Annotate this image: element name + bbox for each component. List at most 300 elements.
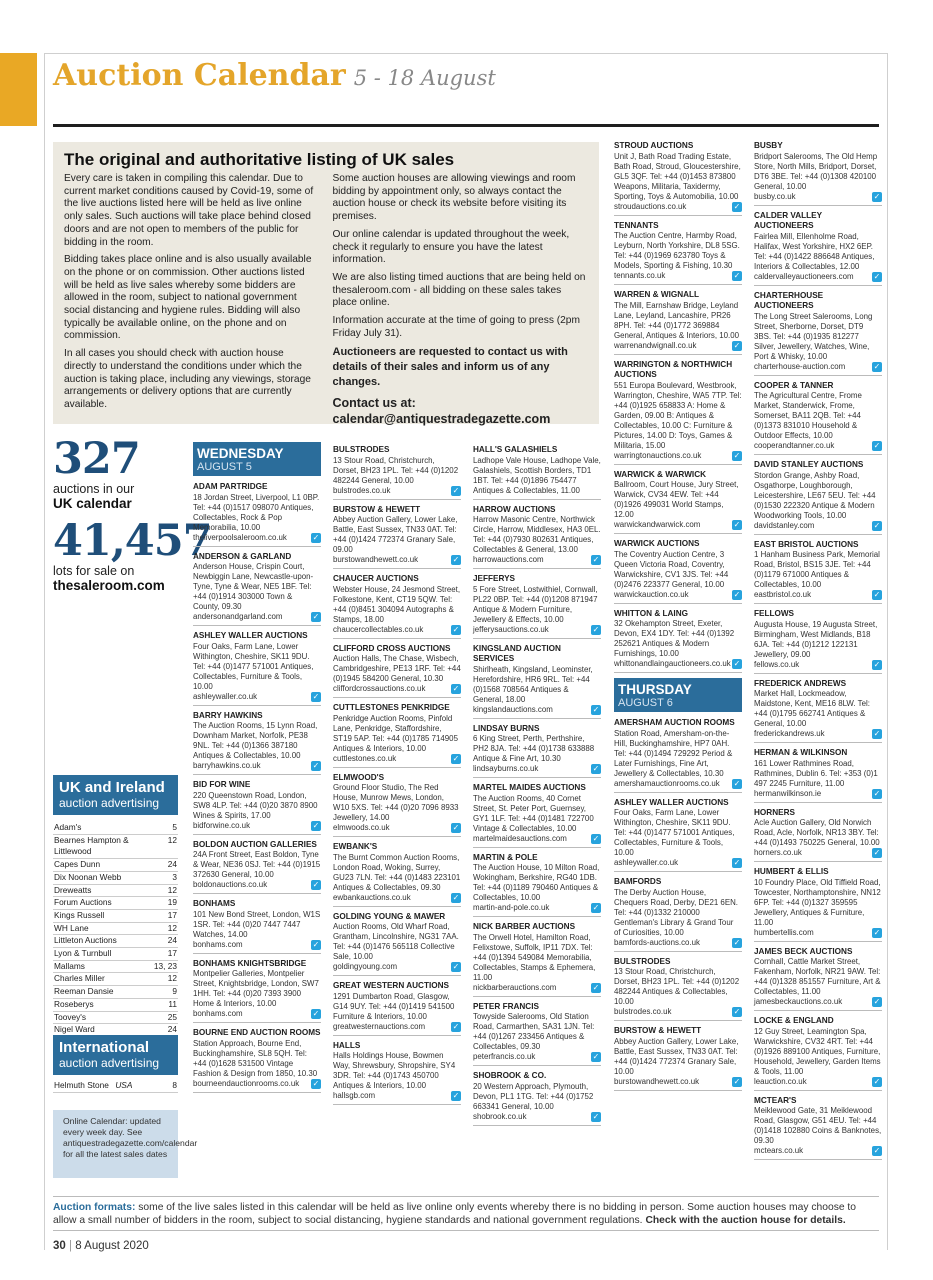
auction-website-link[interactable]: burstowandhewett.co.uk [614, 1076, 700, 1086]
auction-entry [193, 631, 321, 706]
auction-website-link[interactable]: hermanwilkinson.ie [754, 788, 822, 798]
auction-website-link[interactable]: caldervalleyauctioneers.com [754, 271, 854, 281]
advertiser-row[interactable] [53, 923, 178, 936]
online-bidding-icon: ✓ [312, 820, 320, 830]
auction-entry [754, 540, 882, 605]
advertiser-name: Nigel Ward [54, 1024, 95, 1035]
auction-house-name: CHARTERHOUSE AUCTIONEERS [754, 290, 824, 310]
auction-details: Bridport Salerooms, The Old Hemp Store, North Mills, Bridport, Dorset, DT6 3BE. Tel: +44 (0)1308 420100 General, 10.00 [754, 151, 878, 191]
auction-entry [754, 679, 882, 744]
auction-details: 18 Jordan Street, Liverpool, L1 0BP. Tel: +44 (0)1517 098070 Antiques, Collectables, Rock & Pop Memorabilia, 10.00 [193, 492, 320, 532]
auction-house-name: STROUD AUCTIONS [614, 141, 694, 150]
advertiser-name: Kings Russell [54, 909, 105, 920]
auction-website-link[interactable]: harrowauctions.com [473, 555, 544, 564]
auction-house-name: DAVID STANLEY AUCTIONS [754, 460, 864, 469]
auction-entry [754, 460, 882, 535]
advertiser-page: 24 [167, 859, 177, 870]
online-bidding-icon: ✓ [592, 764, 600, 773]
auction-details: The Auction House, 10 Milton Road, Wokingham, Berkshire, RG40 1DB. Tel: +44 (0)1189 790460 Antiques & Collectables, 10.00 [473, 863, 600, 902]
intro-request: Auctioneers are requested to contact us with details of their sales and inform us of any changes. [332, 346, 568, 389]
auction-house-name: LINDSAY BURNS [473, 723, 540, 733]
auction-house-name: COOPER & TANNER [754, 380, 834, 390]
auction-website-link[interactable]: mctears.co.uk [754, 1146, 804, 1155]
auction-details: Ladhope Vale House, Ladhope Vale, Galashiels, Scottish Borders, TD1 1BT. Tel: +44 (0)1896 754477 Antiques & Collectables, 11.00 [473, 455, 601, 495]
online-bidding-icon: ✓ [312, 532, 320, 542]
auction-website-link[interactable]: bonhams.com [193, 939, 243, 949]
auction-entry [754, 808, 882, 863]
online-bidding-icon: ✓ [733, 450, 741, 460]
advertiser-name: Lyon & Turnbull [54, 948, 112, 959]
auction-house-name: MARTEL MAIDES AUCTIONS [473, 783, 586, 792]
auction-details: Market Hall, Lockmeadow, Maidstone, Kent, ME16 8LW. Tel: +44 (0)1795 662741 Antiques & General, 10.00 [754, 689, 870, 728]
online-bidding-icon: ✓ [452, 1091, 460, 1100]
auction-website-link[interactable]: whittonandlaingauctioneers.co.uk [614, 659, 731, 668]
auction-entry [473, 445, 601, 500]
auction-details: Montpelier Galleries, Montpelier Street, Knightsbridge, London, SW7 1HH. Tel: +44 (0)20 7393 3900 Home & Interiors, 10.00 [193, 969, 319, 1008]
auction-details: 12 Guy Street, Leamington Spa, Warwickshire, CV32 4RT. Tel: +44 (0)1926 889100 Antiques, Furniture, Household, Jewellery, Garden Items & Tools, 11.00 [754, 1026, 881, 1076]
formats-end: Check with the auction house for details. [645, 1215, 846, 1226]
auction-website-link[interactable]: davidstanley.com [754, 520, 815, 530]
advertiser-page: 11 [168, 998, 177, 1009]
auction-website-link[interactable]: martelmaidesauctions.com [473, 833, 567, 843]
auction-website-link[interactable]: cliffordcrossauctions.co.uk [333, 684, 426, 693]
online-bidding-icon: ✓ [733, 659, 741, 668]
auction-entry [473, 853, 601, 918]
section-tab [0, 53, 37, 126]
auction-entry [193, 840, 321, 895]
auction-entry [473, 922, 601, 997]
date-range: 5 - 18 August [353, 66, 496, 90]
online-bidding-icon: ✓ [452, 555, 460, 564]
online-bidding-icon: ✓ [873, 590, 881, 599]
auction-website-link[interactable]: bulstrodes.co.uk [614, 1007, 672, 1016]
column-3 [473, 445, 601, 1131]
online-bidding-icon: ✓ [873, 927, 881, 937]
online-bidding-icon: ✓ [733, 858, 741, 867]
auction-entry [473, 574, 601, 639]
auction-details: 20 Western Approach, Plymouth, Devon, PL1 1TG. Tel: +44 (0)1752 663341 General, 10.00 [473, 1081, 594, 1111]
auction-website-link[interactable]: nickbarberauctions.com [473, 982, 557, 992]
auction-details: Unit J, Bath Road Trading Estate, Bath Road, Stroud, Gloucestershire, GL5 3QF. Tel: +44 (0)1453 873800 Weapons, Militaria, Taxidermy, Sporting, Toys & Automobilia, 10.00 [614, 151, 741, 201]
auction-house-name: WARRINGTON & NORTHWICH AUCTIONS [614, 359, 733, 379]
auction-website-link[interactable]: ashleywaller.co.uk [193, 691, 258, 701]
online-bidding-icon: ✓ [873, 788, 881, 798]
auction-entry [473, 1071, 601, 1126]
auction-details: 24A Front Street, East Boldon, Tyne & Wear, NE36 0SJ. Tel: +44 (0)1915 372630 General, 10.00 [193, 850, 321, 879]
auction-entry [614, 141, 742, 216]
auction-website-link[interactable]: hallsgb.com [333, 1091, 376, 1100]
auction-website-link[interactable]: jefferysauctions.co.uk [473, 624, 549, 634]
auction-entry [193, 1028, 321, 1093]
auction-website-link[interactable]: warringtonauctions.co.uk [614, 450, 702, 460]
auction-details: Ground Floor Studio, The Red House, Munrow Mews, London, W10 5XS. Tel: +44 (0)20 7096 8933 Jewellery, 14.00 [333, 783, 459, 822]
auction-website-link[interactable]: fellows.co.uk [754, 659, 800, 669]
auction-entry [193, 711, 321, 776]
auction-entry [614, 539, 742, 604]
auction-details: 6 King Street, Perth, Perthshire, PH2 8JA. Tel: +44 (0)1738 633888 Antique & Fine Art, 10.30 [473, 734, 595, 763]
auction-entry [333, 912, 461, 977]
international-advertising-header: International auction advertising [53, 1035, 178, 1075]
auction-website-link[interactable]: chaucercollectables.co.uk [333, 624, 424, 634]
auction-website-link[interactable]: barryhawkins.co.uk [193, 761, 261, 770]
online-bidding-icon: ✓ [873, 441, 881, 450]
online-bidding-icon: ✓ [452, 823, 460, 832]
column-4 [614, 141, 742, 1096]
auction-house-name: MARTIN & POLE [473, 852, 538, 862]
auction-website-link[interactable]: lindsayburns.co.uk [473, 764, 539, 773]
auction-website-link[interactable]: goldingyoung.com [333, 962, 398, 971]
advertiser-name: WH Lane [54, 922, 89, 933]
online-bidding-icon: ✓ [312, 691, 320, 701]
auction-details: 101 New Bond Street, London, W1S 1SR. Tel: +44 (0)20 7447 7447 Watches, 14.00 [193, 909, 321, 939]
auction-entry [754, 947, 882, 1012]
auction-entry [754, 381, 882, 456]
auction-entry [473, 1002, 601, 1067]
auction-entry [754, 211, 882, 286]
auction-website-link[interactable]: horners.co.uk [754, 848, 802, 857]
auction-details: Station Approach, Bourne End, Buckinghamshire, SL8 5QH. Tel: +44 (0)1628 531500 Vintage Fashion & Design from 1850, 10.30 [193, 1038, 318, 1078]
advertiser-name: Mallams [54, 960, 85, 971]
intro-paragraph: Information accurate at the time of going to press (2pm Friday July 31). [332, 315, 580, 339]
auction-website-link[interactable]: shobrook.co.uk [473, 1111, 527, 1121]
auction-house-name: BOLDON AUCTION GALLERIES [193, 839, 317, 849]
auction-details: Webster House, 24 Jesmond Street, Folkestone, Kent, CT19 5QW. Tel: +44 (0)8451 304094 Autographs & Stamps, 18.00 [333, 584, 461, 624]
auction-house-name: BARRY HAWKINS [193, 710, 263, 720]
online-bidding-icon: ✓ [733, 1076, 741, 1086]
online-bidding-icon: ✓ [312, 1078, 320, 1088]
online-bidding-icon: ✓ [592, 624, 600, 634]
auction-entry [333, 981, 461, 1036]
auction-entry [193, 482, 321, 547]
auction-entry [473, 644, 601, 719]
advertiser-page: 12 [167, 922, 177, 933]
advertiser-name: Littleton Auctions [54, 935, 117, 946]
auction-details: The Auction Rooms, 15 Lynn Road, Downham Market, Norfolk, PE38 9NL. Tel: +44 (0)1366 387180 Antiques & Collectables, 10.00 [193, 721, 318, 760]
online-bidding-icon: ✓ [873, 191, 881, 201]
online-bidding-icon: ✓ [733, 340, 741, 350]
auction-details: 551 Europa Boulevard, Westbrook, Warrington, Cheshire, WA5 7TP. Tel: +44 (0)1925 658833 A: Home & Garden, 09.00 B: Antiques & Collectables, 10.00 C: Furniture & Pictures, 14.00 D: Toys, Games & Militaria, 15.00 [614, 380, 742, 450]
online-bidding-icon: ✓ [733, 271, 741, 280]
auction-website-link[interactable]: leauction.co.uk [754, 1076, 807, 1086]
auction-entry [754, 867, 882, 942]
auction-entry [754, 1096, 882, 1161]
auction-count: 327 [53, 434, 140, 484]
auction-house-name: CHAUCER AUCTIONS [333, 574, 419, 583]
advertiser-page: 25 [167, 1011, 177, 1022]
auction-details: Towyside Salerooms, Old Station Road, Carmarthen, SA31 1JN. Tel: +44 (0)1267 233456 Antiques & Collectables, 09.30 [473, 1012, 595, 1051]
auction-house-name: AMERSHAM AUCTION ROOMS [614, 718, 735, 727]
online-bidding-icon: ✓ [592, 1111, 600, 1121]
column-2 [333, 445, 461, 1110]
advertiser-page: 3 [172, 871, 177, 882]
page-footer: 30 | 8 August 2020 [53, 1240, 149, 1252]
lot-count: 41,457 [53, 516, 212, 566]
auction-details: 1291 Dumbarton Road, Glasgow, G14 9UY. Tel: +44 (0)1419 541500 Furniture & Interiors, 10.00 [333, 991, 455, 1021]
auction-house-name: HALLS [333, 1040, 361, 1050]
online-bidding-icon: ✓ [873, 659, 881, 669]
issue-date: 8 August 2020 [75, 1240, 149, 1252]
formats-label: Auction formats: [53, 1202, 136, 1213]
auction-entry [333, 773, 461, 838]
advertiser-name: Adam's [54, 822, 82, 832]
auction-entry [333, 445, 461, 500]
online-bidding-icon: ✓ [592, 833, 600, 843]
intro-left [64, 173, 319, 432]
auction-house-name: FREDERICK ANDREWS [754, 678, 847, 688]
auction-website-link[interactable]: cooperandtanner.co.uk [754, 441, 835, 450]
online-bidding-icon: ✓ [733, 778, 741, 788]
advertiser-country: USA [115, 1080, 133, 1090]
auction-house-name: WARREN & WIGNALL [614, 290, 700, 299]
online-bidding-icon: ✓ [452, 962, 460, 971]
online-bidding-icon: ✓ [592, 982, 600, 992]
auction-website-link[interactable]: frederickandrews.uk [754, 729, 825, 738]
international-advertising-list [53, 1080, 178, 1093]
auction-house-name: WARWICK & WARWICK [614, 469, 707, 479]
contact-label: Contact us at: calendar@antiquestradegazette.com [332, 396, 551, 427]
advertiser-row[interactable] [53, 835, 178, 859]
online-bidding-icon: ✓ [733, 201, 741, 211]
auction-website-link[interactable]: busby.co.uk [754, 191, 796, 201]
advertiser-page: 5 [172, 822, 177, 832]
auction-website-link[interactable]: warwickauction.co.uk [614, 589, 689, 599]
auction-website-link[interactable]: warrenandwignall.co.uk [614, 340, 697, 350]
auction-details: 32 Okehampton Street, Exeter, Devon, EX4 1DY. Tel: +44 (0)1392 252621 Antiques & Modern Furnishings, 10.00 [614, 619, 735, 658]
advertiser-name: Charles Miller [54, 973, 105, 984]
advertiser-row[interactable] [53, 872, 178, 885]
online-bidding-icon: ✓ [592, 555, 600, 564]
online-bidding-icon: ✓ [312, 880, 320, 889]
auction-details: 13 Stour Road, Christchurch, Dorset, BH23 1PL. Tel: +44 (0)1202 482244 General, 10.00 [333, 455, 459, 485]
intro-right [333, 173, 588, 432]
online-bidding-icon: ✓ [452, 753, 460, 763]
auction-house-name: NICK BARBER AUCTIONS [473, 922, 576, 931]
online-bidding-icon: ✓ [452, 684, 460, 693]
auction-website-link[interactable]: bonhams.com [193, 1009, 243, 1018]
advertiser-page: 19 [167, 897, 177, 908]
auction-entry [614, 877, 742, 952]
auction-website-link[interactable]: eastbristol.co.uk [754, 590, 812, 599]
auction-house-name: HALL'S GALASHIELS [473, 445, 558, 454]
auction-website-link[interactable]: elmwoods.co.uk [333, 823, 390, 832]
auction-website-link[interactable]: peterfrancis.co.uk [473, 1052, 536, 1061]
intro-paragraph: In all cases you should check with auction house directly to understand the conditions under which the auction is taking place, including any viewings, storage arrangements or delivery options that are currently available. [64, 348, 311, 410]
auction-website-link[interactable]: ewbankauctions.co.uk [333, 892, 411, 902]
column-1 [193, 442, 321, 1098]
advertiser-row[interactable] [53, 1080, 178, 1093]
auction-house-name: TENNANTS [614, 220, 659, 230]
intro-paragraph: Bidding takes place online and is also usually available on the phone or on commission. Other auctions listed will be held as live sales whereby some bidders are allowed in the room, subject to national government social distancing and hygiene rules. Bidding will also typically be available online, on the phone and on commission. [64, 254, 312, 342]
auction-entry [614, 470, 742, 535]
online-bidding-icon: ✓ [733, 589, 741, 599]
auction-details: Abbey Auction Gallery, Lower Lake, Battle, East Sussex, TN33 0AT. Tel: +44 (0)1424 772374 Granary Sale, 09.00 [333, 515, 458, 554]
auction-entry [333, 574, 461, 639]
auction-house-name: WHITTON & LAING [614, 608, 688, 618]
advertiser-page: 9 [172, 986, 177, 997]
advertiser-page: 17 [167, 948, 177, 959]
auction-details: Auction Halls, The Chase, Wisbech, Cambridgeshire, PE13 1RF. Tel: +44 (0)1945 584200 General, 10.30 [333, 654, 461, 683]
auction-entry [614, 221, 742, 286]
online-calendar-note: Online Calendar: updated every week day. See antiquestradegazette.com/calendar for all the latest sales dates [53, 1110, 178, 1178]
auction-count-label: auctions in our [53, 482, 135, 496]
auction-house-name: BID FOR WINE [193, 780, 251, 789]
auction-details: The Orwell Hotel, Hamilton Road, Felixstowe, Suffolk, IP11 7DX. Tel: +44 (0)1394 549084 Memorabilia, Collectables, Stamps & Ephemera, 11.00 [473, 932, 596, 982]
advertiser-name: Toovey's [54, 1011, 87, 1022]
advertiser-row[interactable] [53, 910, 178, 923]
auction-website-link[interactable]: jamesbeckauctions.co.uk [754, 997, 843, 1006]
auction-house-name: PETER FRANCIS [473, 1001, 539, 1011]
auction-website-link[interactable]: charterhouse-auction.com [754, 361, 846, 371]
advertiser-row[interactable] [53, 948, 178, 961]
advertiser-row[interactable] [53, 822, 178, 835]
auction-details: The Auction Rooms, 40 Cornet Street, St. Peter Port, Guernsey, GY1 1LF. Tel: +44 (0)1481 722700 Vintage & Collectables, 10.00 [473, 793, 594, 833]
auction-house-name: GOLDING YOUNG & MAWER [333, 911, 446, 921]
auction-website-link[interactable]: ashleywaller.co.uk [614, 858, 679, 867]
auction-house-name: BONHAMS KNIGHTSBRIDGE [193, 958, 307, 968]
auction-entry [754, 291, 882, 376]
auction-house-name: BONHAMS [193, 899, 236, 908]
auction-count-label-bold: UK calendar [53, 496, 132, 511]
auction-details: 161 Lower Rathmines Road, Rathmines, Dublin 6. Tel: +353 (0)1 497 2245 Furniture, 11.00 [754, 758, 878, 788]
auction-entry [473, 505, 601, 570]
auction-house-name: EAST BRISTOL AUCTIONS [754, 539, 859, 549]
auction-house-name: FELLOWS [754, 609, 795, 618]
online-bidding-icon: ✓ [312, 1009, 320, 1018]
auction-details: Harrow Masonic Centre, Northwick Circle, Harrow, Middlesex, HA3 0EL. Tel: +44 (0)7930 802631 Antiques, Collectables & General, 13.00 [473, 515, 601, 554]
auction-website-link[interactable]: bidforwine.co.uk [193, 820, 251, 830]
advertiser-row[interactable] [53, 897, 178, 910]
auction-entry [193, 959, 321, 1024]
auction-house-name: BOURNE END AUCTION ROOMS [193, 1028, 321, 1037]
auction-entry [614, 798, 742, 873]
auction-details: Meiklewood Gate, 31 Meiklewood Road, Glasgow, G51 4EU. Tel: +44 (0)1418 102880 Coins & Banknotes, 09.30 [754, 1106, 882, 1145]
online-bidding-icon: ✓ [452, 624, 460, 634]
online-bidding-icon: ✓ [873, 1076, 881, 1086]
advertiser-name: Roseberys [54, 998, 94, 1009]
auction-website-link[interactable]: martin-and-pole.co.uk [473, 903, 550, 912]
online-bidding-icon: ✓ [452, 892, 460, 902]
auction-details: Four Oaks, Farm Lane, Lower Withington, Cheshire, SK11 9DU. Tel: +44 (0)1477 571001 Antiques, Collectables, Furniture & Tools, 10.00 [193, 641, 314, 691]
advertiser-row[interactable] [53, 986, 178, 999]
auction-details: Four Oaks, Farm Lane, Lower Withington, Cheshire, SK11 9DU. Tel: +44 (0)1477 571001 Antiques, Collectables, Furniture & Tools, 10.00 [614, 808, 735, 857]
auction-entry [614, 360, 742, 465]
online-bidding-icon: ✓ [312, 612, 320, 621]
auction-details: 13 Stour Road, Christchurch, Dorset, BH23 1PL. Tel: +44 (0)1202 482244 Antiques & Collectables, 10.00 [614, 967, 740, 1006]
auction-website-link[interactable]: burstowandhewett.co.uk [333, 555, 419, 564]
intro-heading: The original and authoritative listing of UK sales [64, 150, 455, 169]
auction-house-name: ELMWOOD'S [333, 772, 385, 782]
auction-details: Fairlea Mill, Ellenholme Road, Halifax, West Yorkshire, HX2 6EP. Tel: +44 (0)1422 886648 Antiques, Interiors & Collectables, 12.00 [754, 231, 875, 271]
auction-house-name: LOCKE & ENGLAND [754, 1016, 834, 1025]
auction-house-name: JAMES BECK AUCTIONS [754, 946, 853, 956]
advertiser-row[interactable] [53, 973, 178, 986]
auction-formats-note [53, 1196, 879, 1231]
intro-paragraph: We are also listing timed auctions that are being held on thesaleroom.com - all bidding on these sales takes place online. [332, 271, 586, 309]
advertiser-row[interactable] [53, 935, 178, 948]
auction-website-link[interactable]: theliverpoolsaleroom.co.uk [193, 532, 287, 542]
online-bidding-icon: ✓ [733, 1007, 741, 1016]
auction-website-link[interactable]: humbertellis.com [754, 927, 814, 937]
auction-details: The Coventry Auction Centre, 3 Queen Victoria Road, Coventry, Warwickshire, CV1 3JS. Tel: +44 (0)2476 223377 General, 10.00 [614, 549, 729, 589]
auction-website-link[interactable]: bourneendauctionrooms.co.uk [193, 1078, 300, 1088]
auction-website-link[interactable]: boldonauctions.co.uk [193, 880, 268, 889]
day-header-thursday: THURSDAY AUGUST 6 [614, 678, 742, 712]
auction-entry [193, 780, 321, 835]
auction-house-name: JEFFERYS [473, 574, 516, 583]
online-bidding-icon: ✓ [873, 520, 881, 530]
auction-website-link[interactable]: andersonandgarland.com [193, 612, 283, 621]
advertiser-name: Capes Dunn [54, 859, 101, 870]
advertiser-page: 12 [167, 884, 177, 895]
auction-website-link[interactable]: kingslandauctions.com [473, 704, 553, 714]
auction-details: Anderson House, Crispin Court, Newbiggin Lane, Newcastle-upon-Tyne, Tyne & Wear, NE5 1BF. Tel: +44 (0)1914 303000 Town & County, 09.30 [193, 562, 314, 611]
auction-website-link[interactable]: cuttlestones.co.uk [333, 753, 397, 763]
advertiser-row[interactable] [53, 999, 178, 1012]
advertiser-name: Bearnes Hampton & Littlewood [54, 834, 129, 857]
page-number: 30 [53, 1240, 66, 1252]
advertiser-name: Dreweatts [54, 884, 92, 895]
auction-house-name: CALDER VALLEY AUCTIONEERS [754, 210, 822, 230]
column-5 [754, 141, 882, 1165]
auction-entry [614, 609, 742, 674]
advertiser-page: 24 [167, 1024, 177, 1035]
auction-house-name: ADAM PARTRIDGE [193, 482, 268, 491]
auction-house-name: WARWICK AUCTIONS [614, 539, 700, 548]
page-title: Auction Calendar 5 - 18 August [53, 58, 496, 93]
auction-entry [614, 718, 742, 793]
auction-house-name: SHOBROOK & CO. [473, 1071, 547, 1080]
auction-website-link[interactable]: warwickandwarwick.com [614, 520, 701, 529]
online-bidding-icon: ✓ [873, 361, 881, 371]
advertiser-row[interactable] [53, 859, 178, 872]
auction-website-link[interactable]: bulstrodes.co.uk [333, 485, 391, 495]
online-bidding-icon: ✓ [873, 1146, 881, 1155]
advertiser-page: 24 [167, 935, 177, 946]
online-bidding-icon: ✓ [312, 761, 320, 770]
auction-entry [754, 141, 882, 206]
advertiser-name: Helmuth Stone [54, 1080, 109, 1090]
auction-website-link[interactable]: amershamauctionrooms.co.uk [614, 778, 720, 788]
online-bidding-icon: ✓ [873, 271, 881, 281]
contact-email[interactable]: calendar@antiquestradegazette.com [332, 412, 551, 427]
auction-website-link[interactable]: stroudauctions.co.uk [614, 201, 687, 211]
advertiser-row[interactable] [53, 961, 178, 974]
auction-entry [754, 1016, 882, 1091]
online-bidding-icon: ✓ [592, 704, 600, 714]
auction-website-link[interactable]: tennants.co.uk [614, 271, 666, 280]
title-rule [53, 124, 879, 127]
online-bidding-icon: ✓ [592, 903, 600, 912]
auction-details: Shirlheath, Kingsland, Leominster, Herefordshire, HR6 9RL. Tel: +44 (0)1568 708564 Antiques & General, 18.00 [473, 664, 593, 704]
intro-paragraph: Some auction houses are allowing viewings and room bidding by appointment only, so always contact the auction house or check its website before visiting its premises. [332, 173, 576, 223]
advertiser-name: Dix Noonan Webb [54, 871, 122, 882]
auction-website-link[interactable]: greatwesternauctions.com [333, 1021, 426, 1031]
uk-advertising-list [53, 822, 178, 1037]
advertiser-row[interactable] [53, 885, 178, 898]
auction-details: Halls Holdings House, Bowmen Way, Shrewsbury, Shropshire, SY4 3DR. Tel: +44 (0)1743 450700 Antiques & Interiors, 10.00 [333, 1051, 456, 1090]
auction-details: The Burnt Common Auction Rooms, London Road, Woking, Surrey, GU23 7LN. Tel: +44 (0)1483 223101 Antiques & Collectables, 09.30 [333, 852, 461, 892]
auction-entry [473, 724, 601, 779]
auction-details: 10 Foundry Place, Old Tiffield Road, Towcester, Northamptonshire, NN12 6FP. Tel: +44 (0)1327 359595 Jewellery, Antiques & Furniture, 11.00 [754, 877, 881, 927]
intro-paragraph: Our online calendar is updated throughout the week, check it regularly to ensure you have the latest information. [332, 228, 570, 266]
auction-entry [333, 644, 461, 699]
auction-details: The Long Street Salerooms, Long Street, Sherborne, Dorset, DT9 3BS. Tel: +44 (0)1935 812277 Silver, Jewellery, Watches, Wine, Port & Whisky, 10.00 [754, 311, 873, 361]
auction-house-name: BAMFORDS [614, 877, 662, 886]
online-bidding-icon: ✓ [452, 485, 460, 495]
auction-website-link[interactable]: bamfords-auctions.co.uk [614, 937, 700, 947]
auction-details: 5 Fore Street, Lostwithiel, Cornwall, PL22 0BP. Tel: +44 (0)1208 871947 Antique & Modern Furniture, Jewellery & Effects, 10.00 [473, 584, 598, 624]
advertiser-row[interactable] [53, 1012, 178, 1025]
